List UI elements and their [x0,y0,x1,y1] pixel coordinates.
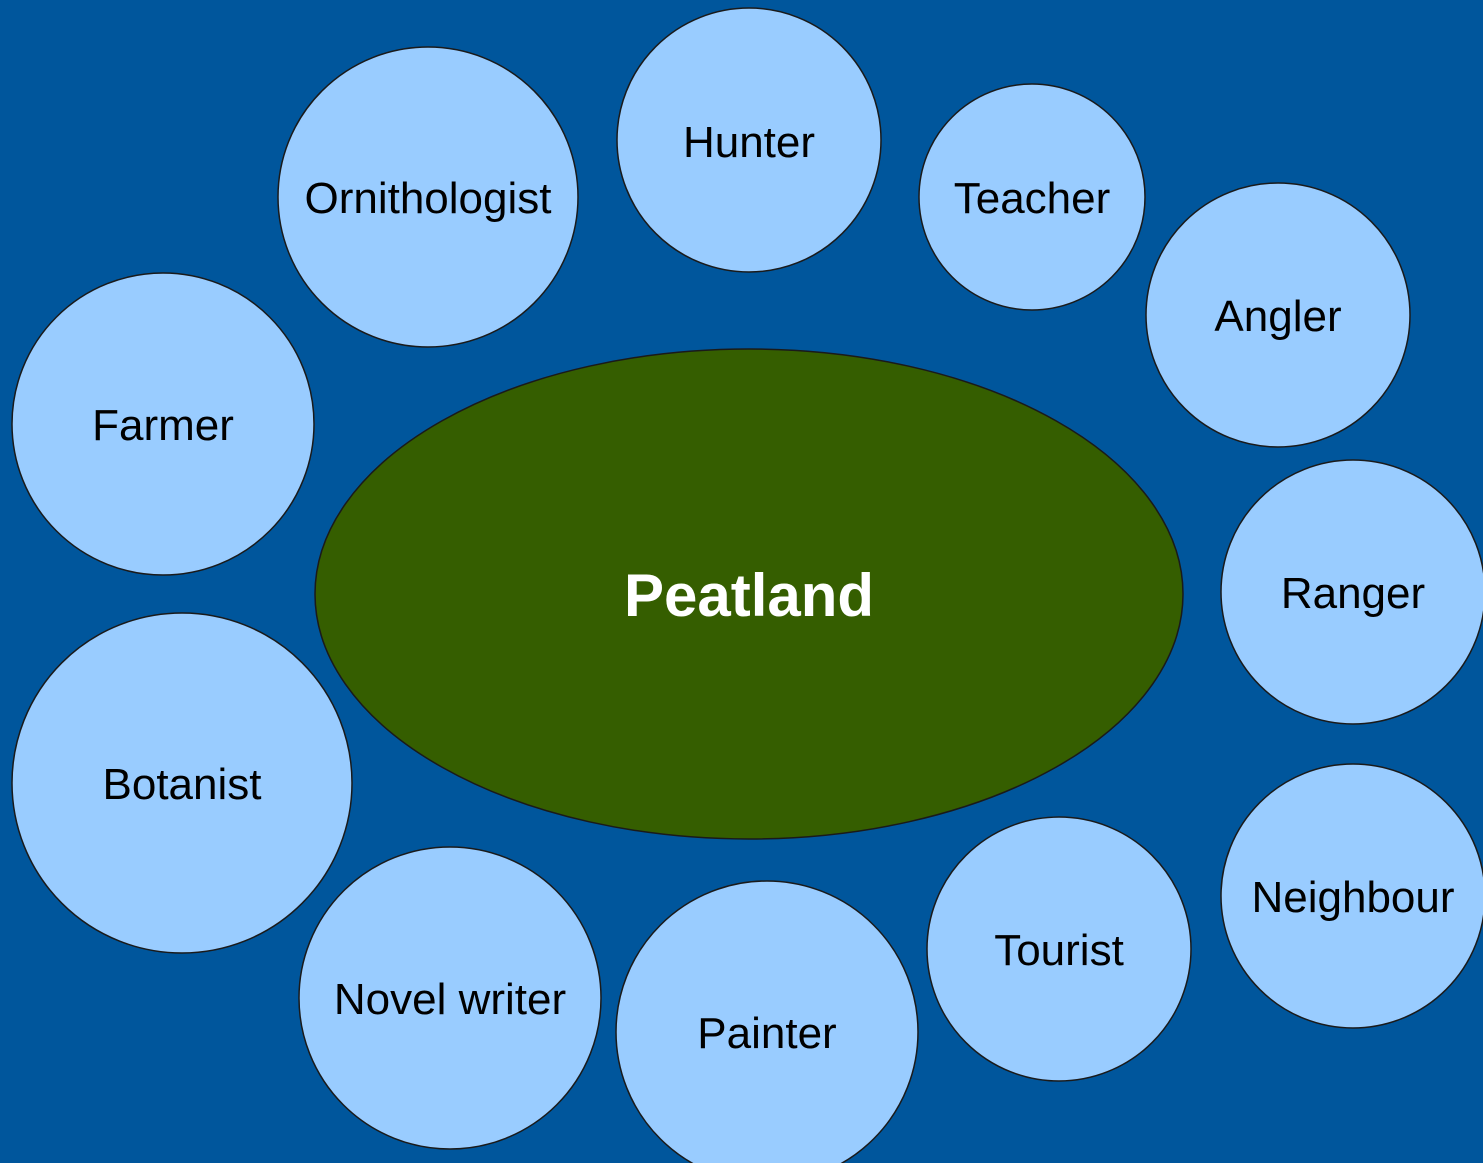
node-label: Ranger [1280,569,1426,618]
node-farmer [12,273,314,575]
center-node-peatland [315,349,1183,839]
node-label: Farmer [92,401,234,450]
node-label: Angler [1214,292,1342,341]
node-angler [1146,183,1410,447]
node-label: Painter [697,1009,837,1058]
node-label: Botanist [102,760,262,809]
node-ornithologist [278,47,578,347]
node-botanist [12,613,352,953]
node-ranger [1221,460,1483,724]
node-label: Ornithologist [304,174,552,223]
node-tourist [927,817,1191,1081]
node-teacher [919,84,1145,310]
center-label: Peatland [623,562,875,629]
node-label: Neighbour [1251,873,1455,922]
node-neighbour [1221,764,1483,1028]
node-label: Hunter [682,118,816,167]
node-novel-writer [299,847,601,1149]
node-label: Teacher [953,174,1111,223]
node-label: Novel writer [333,975,567,1024]
node-hunter [617,8,881,272]
node-painter [616,881,918,1163]
node-label: Tourist [994,926,1124,975]
